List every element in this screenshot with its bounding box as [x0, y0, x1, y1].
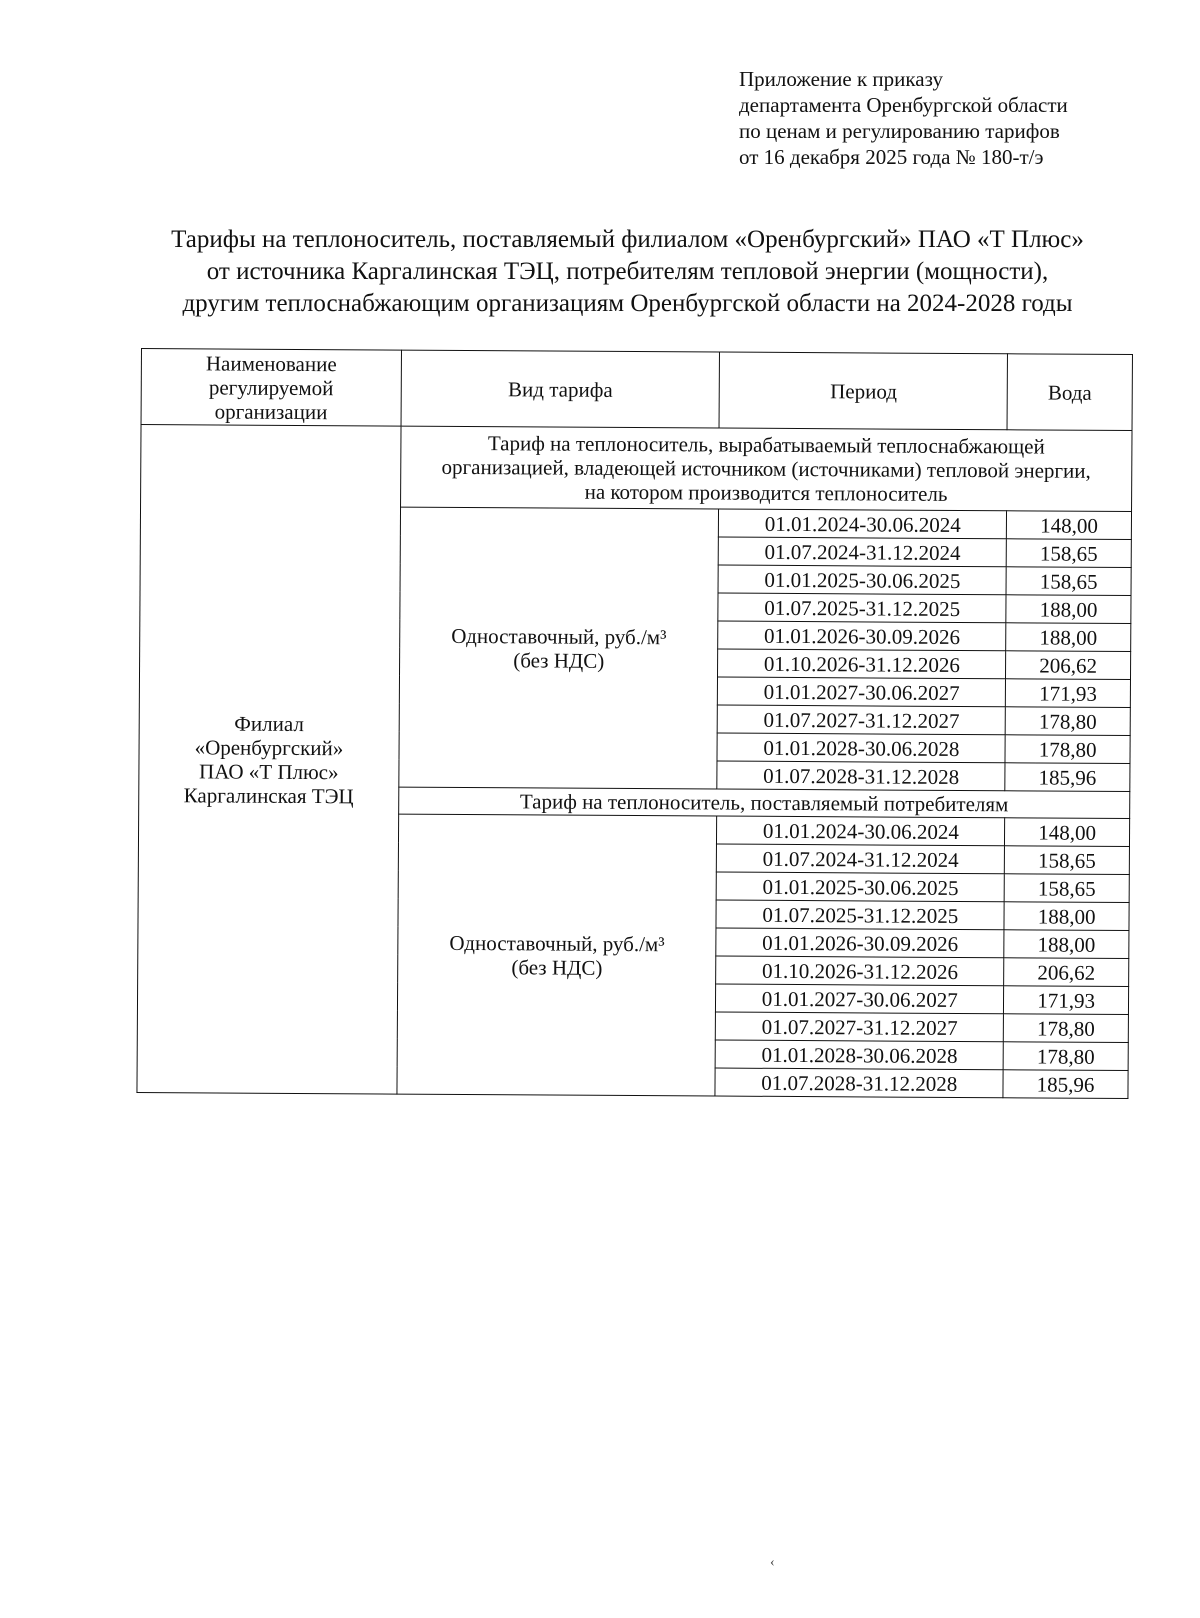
period-cell: 01.07.2025-31.12.2025: [718, 593, 1006, 623]
appendix-header: [739, 66, 1159, 170]
title-line: другим теплоснабжающим организациям Оренбургской области на 2024-2028 годы: [182, 290, 1073, 317]
water-tariff-cell: 171,93: [1004, 986, 1129, 1015]
water-tariff-cell: 185,96: [1003, 1070, 1128, 1099]
period-cell: 01.01.2028-30.06.2028: [717, 733, 1005, 763]
water-tariff-cell: 171,93: [1005, 679, 1130, 708]
period-cell: 01.07.2027-31.12.2027: [718, 705, 1006, 735]
period-cell: 01.01.2027-30.06.2027: [716, 984, 1004, 1014]
tariff-table-body: [137, 349, 1133, 1099]
period-cell: 01.07.2028-31.12.2028: [717, 761, 1005, 791]
water-tariff-cell: 178,80: [1005, 707, 1130, 736]
appendix-line: от 16 декабря 2025 года № 180-т/э: [739, 145, 1044, 169]
water-tariff-cell: 188,00: [1004, 902, 1129, 931]
appendix-line: департамента Оренбургской области: [739, 93, 1068, 117]
organization-cell: [137, 425, 401, 1095]
tariff-type-cell: Одноставочный, руб./м³ (без НДС): [397, 814, 717, 1096]
header-water: Вода: [1007, 354, 1132, 431]
water-tariff-cell: 178,80: [1003, 1042, 1128, 1071]
period-cell: 01.10.2026-31.12.2026: [716, 956, 1004, 986]
water-tariff-cell: 185,96: [1005, 763, 1130, 792]
water-tariff-cell: 206,62: [1004, 958, 1129, 987]
table-header-row: [141, 349, 1132, 431]
appendix-line: по ценам и регулированию тарифов: [739, 119, 1060, 143]
section-heading: Тариф на теплоноситель, поставляемый потребителям: [398, 787, 1129, 818]
period-cell: 01.07.2025-31.12.2025: [716, 900, 1004, 930]
header-tariff-type: Вид тарифа: [401, 350, 720, 428]
period-cell: 01.07.2024-31.12.2024: [717, 844, 1005, 874]
period-cell: 01.07.2027-31.12.2027: [716, 1012, 1004, 1042]
period-cell: 01.01.2024-30.06.2024: [719, 509, 1007, 539]
water-tariff-cell: 178,80: [1005, 735, 1130, 764]
period-cell: 01.01.2026-30.09.2026: [718, 621, 1006, 651]
tariff-table: [136, 348, 1133, 1099]
organization-line: «Оренбургский»: [194, 734, 344, 760]
period-cell: 01.01.2025-30.06.2025: [718, 565, 1006, 595]
document-title: [100, 224, 1155, 320]
period-cell: 01.10.2026-31.12.2026: [718, 649, 1006, 679]
appendix-line: Приложение к приказу: [739, 67, 943, 91]
header-organization: Наименование регулируемой организации: [141, 349, 401, 427]
tariff-type-cell: Одноставочный, руб./м³ (без НДС): [399, 507, 719, 789]
period-cell: 01.01.2025-30.06.2025: [717, 872, 1005, 902]
water-tariff-cell: 188,00: [1006, 623, 1131, 652]
section-heading-row: [141, 425, 1132, 512]
header-period: Период: [719, 352, 1007, 430]
organization-line: Каргалинская ТЭЦ: [183, 782, 354, 808]
section-heading: Тариф на теплоноситель, вырабатываемый теплоснабжающей организацией, владеющей источником (источниками) тепловой энергии, на котором производится теплоноситель: [400, 426, 1132, 511]
period-cell: 01.01.2024-30.06.2024: [717, 816, 1005, 846]
water-tariff-cell: 158,65: [1006, 567, 1131, 596]
water-tariff-cell: 148,00: [1007, 511, 1132, 540]
period-cell: 01.01.2026-30.09.2026: [716, 928, 1004, 958]
water-tariff-cell: 158,65: [1004, 874, 1129, 903]
title-line: от источника Каргалинская ТЭЦ, потребителям тепловой энергии (мощности),: [206, 258, 1049, 285]
water-tariff-cell: 188,00: [1004, 930, 1129, 959]
water-tariff-cell: 148,00: [1005, 818, 1130, 847]
organization-line: Филиал: [234, 711, 304, 736]
period-cell: 01.01.2028-30.06.2028: [716, 1040, 1004, 1070]
water-tariff-cell: 158,65: [1004, 846, 1129, 875]
water-tariff-cell: 206,62: [1006, 651, 1131, 680]
period-cell: 01.07.2024-31.12.2024: [719, 537, 1007, 567]
title-line: Тарифы на теплоноситель, поставляемый филиалом «Оренбургский» ПАО «Т Плюс»: [171, 226, 1084, 253]
organization-line: ПАО «Т Плюс»: [199, 758, 339, 784]
water-tariff-cell: 158,65: [1006, 539, 1131, 568]
water-tariff-cell: 188,00: [1006, 595, 1131, 624]
water-tariff-cell: 178,80: [1003, 1014, 1128, 1043]
period-cell: 01.01.2027-30.06.2027: [718, 677, 1006, 707]
footer-mark: ‹: [770, 1555, 775, 1570]
period-cell: 01.07.2028-31.12.2028: [715, 1068, 1003, 1098]
